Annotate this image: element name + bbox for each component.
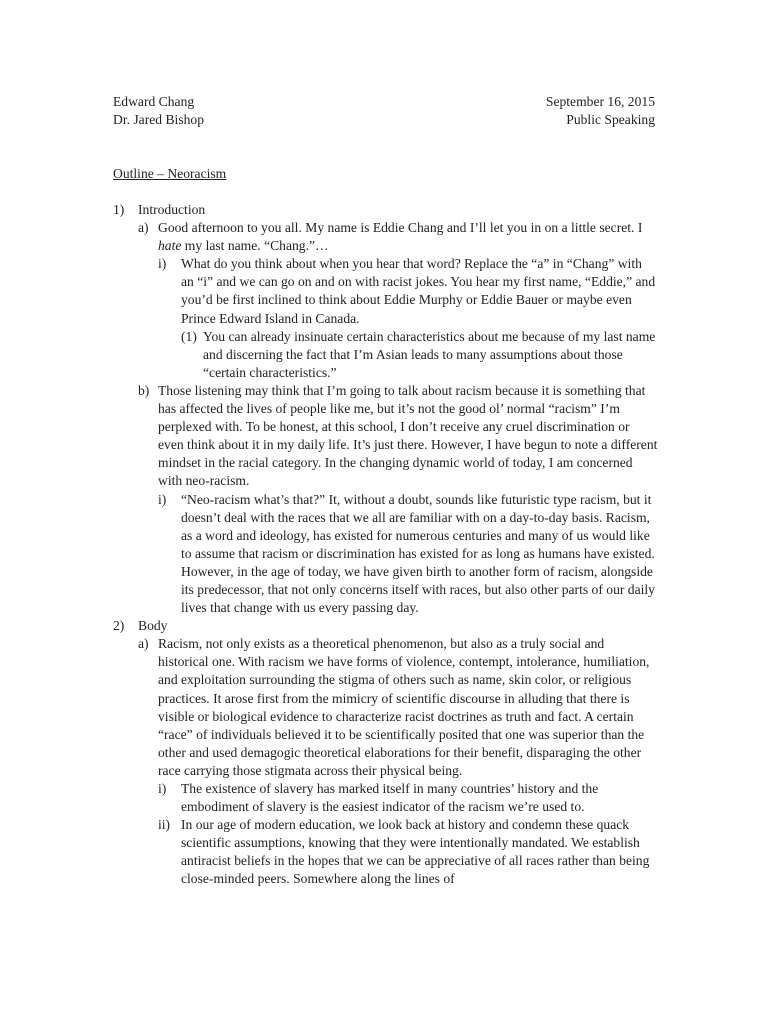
- point-text: Racism, not only exists as a theoretical phenomenon, but also as a truly social and historical one. With racism we have forms of violence, contempt, intolerance, humiliation, and exploitation surrounding the stigma of others such as name, skin color, or religious practices. It arose first from the mimicry of scientific discourse in alluding that there is visible or biological evidence to characterize racist doctrines as truth and fact. A certain “race” of individuals believed it to be scientifically posited that one was superior than the other and used demagogic theoretical elaborations for their benefit, disparaging the other race carrying those stigmata across their physical being.: [158, 636, 650, 778]
- list-marker: (1): [181, 328, 197, 344]
- section-introduction: [113, 201, 658, 219]
- point-text-end: my last name. “Chang.”…: [181, 238, 329, 254]
- point-text: What do you think about when you hear that word? Replace the “a” in “Chang” with an “i” and we can go on and on with racist jokes. You hear my first name, “Eddie,” and you’d be first inclined to think about Eddie Murphy or Eddie Bauer or maybe even Prince Edward Island in Canada.: [181, 256, 656, 326]
- list-marker: i): [158, 256, 167, 272]
- list-marker: ii): [158, 817, 171, 833]
- author-name: Edward Chang: [113, 94, 195, 109]
- point-text: In our age of modern education, we look back at history and condemn these quack scientific assumptions, knowing that they were intentionally mandated. We establish antiracist beliefs in the hopes that we can be appreciative of all races rather than being close-minded peers. Somewhere along the lines of: [181, 817, 650, 887]
- outline-title: Outline – Neoracism: [113, 166, 227, 181]
- point-text: You can already insinuate certain characteristics about me because of my last name and discerning the fact that I’m Asian leads to many assumptions about those “certain characteristics.”: [203, 328, 656, 380]
- list-marker: a): [138, 220, 149, 236]
- body-a-sub-i: [158, 780, 658, 816]
- section-label: Introduction: [138, 202, 206, 217]
- intro-point-b: [138, 382, 658, 491]
- outline-body: [113, 201, 658, 889]
- body-point-a: [138, 635, 658, 780]
- instructor-name: Dr. Jared Bishop: [113, 112, 204, 127]
- date: September 16, 2015: [545, 94, 655, 109]
- emphasis-hate: hate: [158, 238, 182, 254]
- list-marker: b): [138, 382, 150, 398]
- point-text-start: Good afternoon to you all. My name is Eddie Chang and I’ll let you in on a little secret. I: [158, 220, 643, 236]
- intro-point-a: [138, 219, 658, 255]
- point-text: “Neo-racism what’s that?” It, without a doubt, sounds like futuristic type racism, but it doesn’t deal with the races that we all are familiar with on a day-to-day basis. Racism, as a word and ideology, has existed for numerous centuries and many of us would like to assume that racism or discrimination has existed for as long as humans have existed. However, in the age of today, we have given birth to another form of racism, alongside its predecessor, that not only concerns itself with races, but also other parts of our daily lives that change with us every passing day.: [181, 491, 655, 616]
- section-label: Body: [138, 618, 168, 634]
- list-marker: a): [138, 636, 149, 652]
- list-marker: i): [158, 491, 167, 507]
- list-marker: 2): [113, 618, 125, 634]
- section-body: [113, 617, 658, 635]
- intro-a-sub-i: [158, 255, 658, 327]
- course-name: Public Speaking: [566, 112, 655, 127]
- point-text: Those listening may think that I’m going to talk about racism because it is something that has affected the lives of people like me, but it’s not the good ol’ normal “racism” I’m perplexed with. To be honest, at this school, I don’t receive any cruel discrimination or even think about it in my daily life. It’s just there. However, I have begun to note a different mindset in the racial category. In the changing dynamic world of today, I am concerned with neo-racism.: [158, 382, 658, 489]
- point-text: The existence of slavery has marked itself in many countries’ history and the embodiment of slavery is the easiest indicator of the racism we’re used to.: [181, 781, 599, 815]
- intro-b-sub-i: [158, 491, 658, 618]
- intro-a-i-sub-1: [181, 328, 658, 382]
- body-a-sub-ii: [158, 816, 658, 888]
- list-marker: 1): [113, 202, 125, 217]
- point-text: [158, 219, 658, 255]
- list-marker: i): [158, 781, 167, 796]
